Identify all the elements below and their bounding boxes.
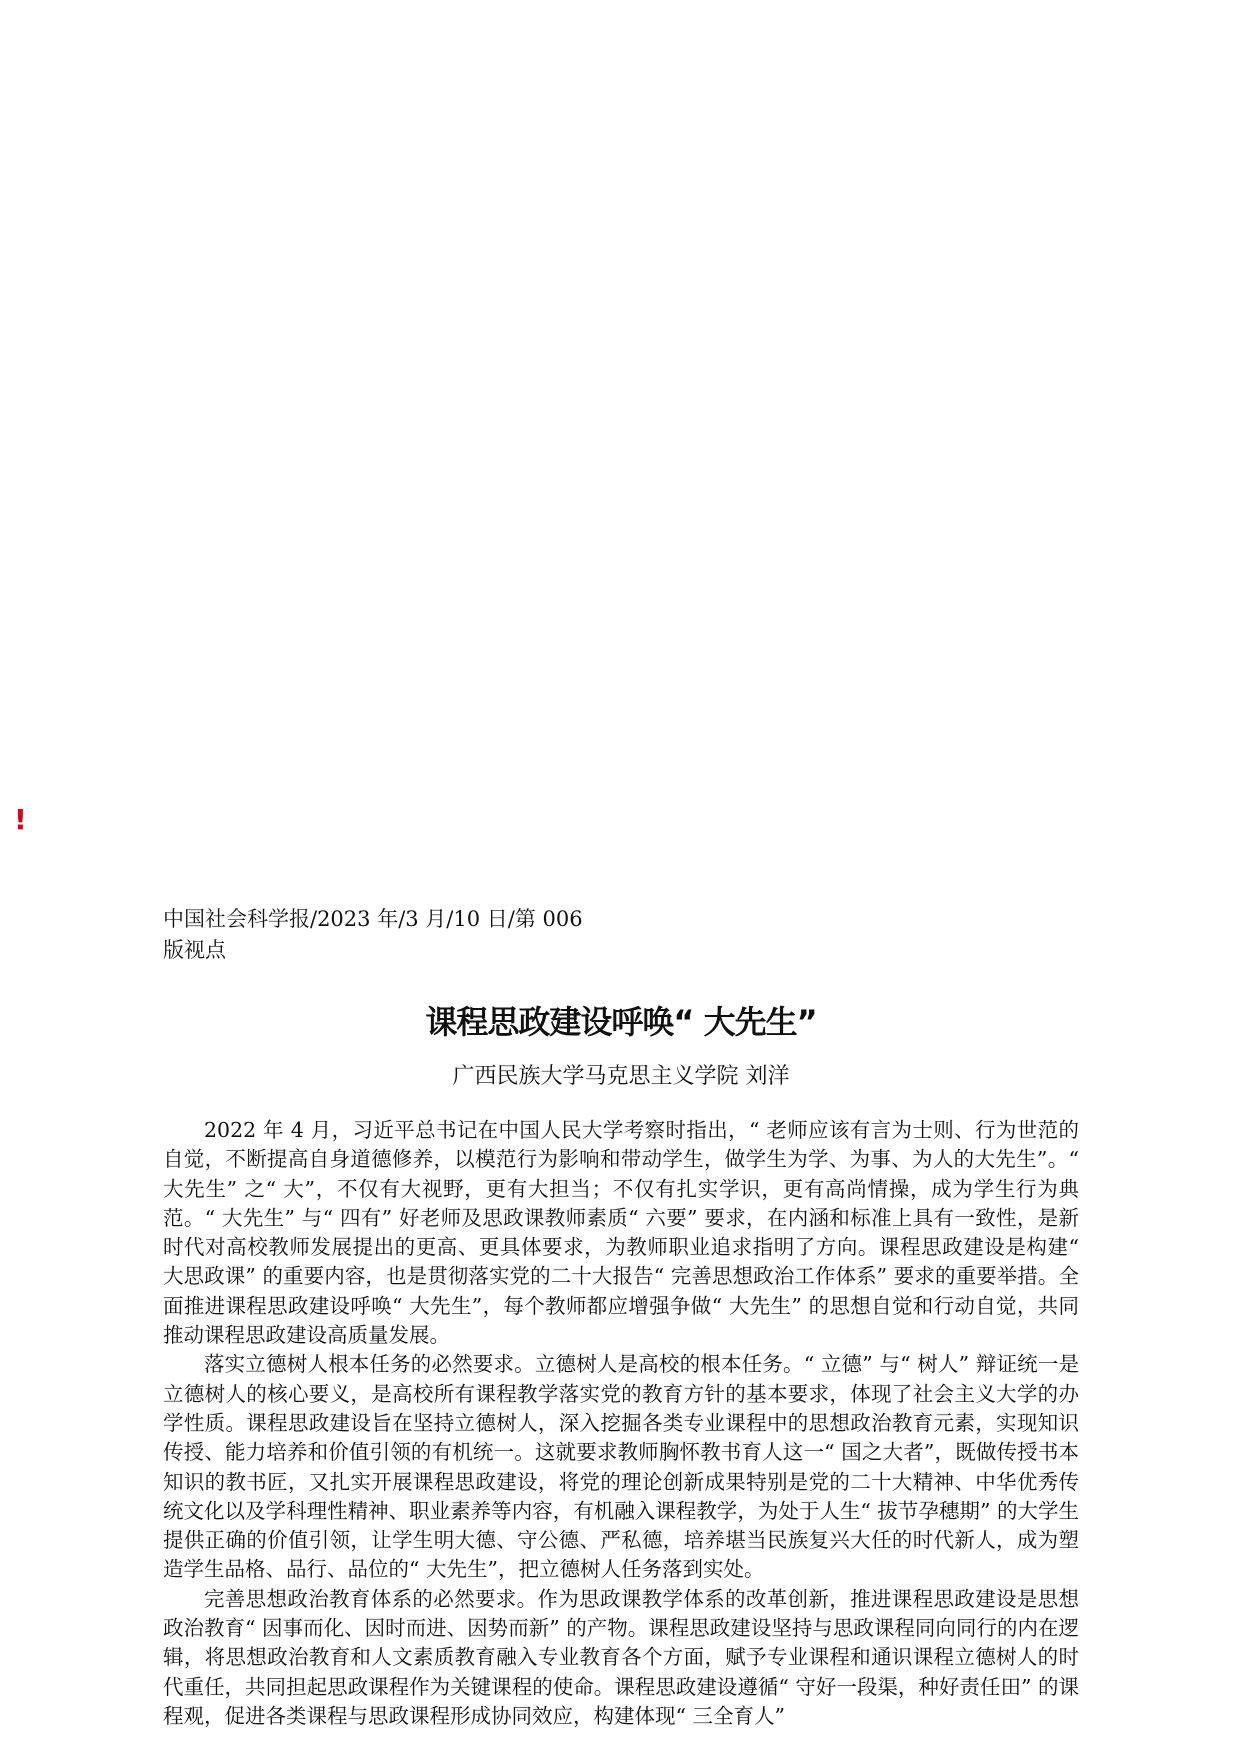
paragraph-3: 完善思想政治教育体系的必然要求。作为思政课教学体系的改革创新，推进课程思政建设是思想政治教育“ 因事而化、因时而进、因势而新” 的产物。课程思政建设坚持与思政课程同向同行的内在逻辑，将思想政治教育和人文素质教育融入专业教育各个方面，赋予专业课程和通识课程立德树人的时代重任，共同担起思政课程作为关键课程的使命。课程思政建设遵循“ 守好一段渠，种好责任田” 的课程观，促进各类课程与思政课程形成协同效应，构建体现“ 三全育人”	[163, 1586, 1079, 1728]
article-page	[163, 904, 1079, 1731]
paragraph-2: 落实立德树人根本任务的必然要求。立德树人是高校的根本任务。“ 立德” 与“ 树人” 辩证统一是立德树人的核心要义，是高校所有课程教学落实党的教育方针的基本要求，体现了社会主义大学的办学性质。课程思政建设旨在坚持立德树人，深入挖掘各类专业课程中的思想政治教育元素，实现知识传授、能力培养和价值引领的有机统一。这就要求教师胸怀教书育人这一“ 国之大者”，既做传授书本知识的教书匠，又扎实开展课程思政建设，将党的理论创新成果特别是党的二十大精神、中华优秀传统文化以及学科理性精神、职业素养等内容，有机融入课程教学，为处于人生“ 拔节孕穗期” 的大学生提供正确的价值引领，让学生明大德、守公德、严私德，培养堪当民族复兴大任的时代新人，成为塑造学生品格、品行、品位的“ 大先生”，把立德树人任务落到实处。	[163, 1352, 1079, 1582]
article-body	[163, 1116, 1079, 1731]
source-line-2: 版视点	[163, 938, 226, 962]
article-byline: 广西民族大学马克思主义学院 刘洋	[452, 1064, 790, 1089]
source-info	[163, 904, 1079, 966]
warning-exclamation-mark: !	[14, 803, 27, 836]
source-line-1: 中国社会科学报/2023 年/3 月/10 日/第 006	[163, 907, 583, 931]
article-title: 课程思政建设呼唤“ 大先生”	[425, 1003, 817, 1041]
paragraph-1: 2022 年 4 月，习近平总书记在中国人民大学考察时指出，“ 老师应该有言为士则、行为世范的自觉，不断提高自身道德修养，以模范行为影响和带动学生，做学生为学、为事、为人的大先生”。“ 大先生” 之“ 大”，不仅有大视野，更有大担当；不仅有扎实学识，更有高尚情操，成为学生行为典范。“ 大先生” 与“ 四有” 好老师及思政课教师素质“ 六要” 要求，在内涵和标准上具有一致性，是新时代对高校教师发展提出的更高、更具体要求，为教师职业追求指明了方向。课程思政建设是构建“ 大思政课” 的重要内容，也是贯彻落实党的二十大报告“ 完善思想政治工作体系” 要求的重要举措。全面推进课程思政建设呼唤“ 大先生”，每个教师都应增强争做“ 大先生” 的思想自觉和行动自觉，共同推动课程思政建设高质量发展。	[163, 1118, 1079, 1348]
